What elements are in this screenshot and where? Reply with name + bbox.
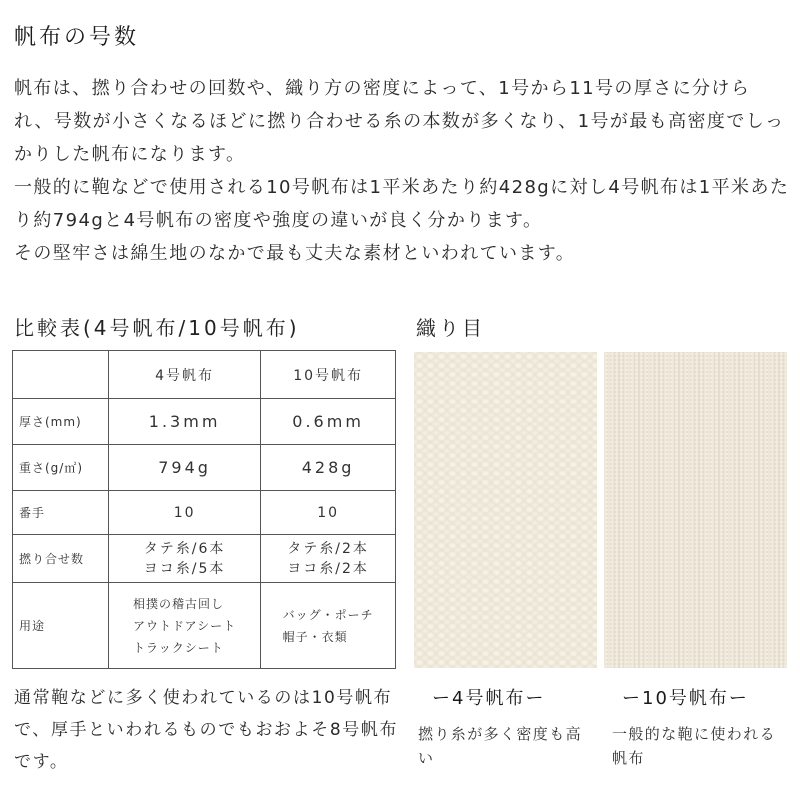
cell-no4: 10 <box>109 491 261 535</box>
fabric-10-description: 一般的な鞄に使われる帆布 <box>612 725 777 767</box>
fabric-4-caption: ー4号帆布ー <box>432 688 546 709</box>
header-no10: 10号帆布 <box>261 351 396 399</box>
cell-no10: 0.6mm <box>261 399 396 445</box>
cell-line: バッグ・ポーチ <box>282 607 374 622</box>
cell-line: ヨコ糸/5本 <box>143 560 226 577</box>
intro-paragraph-1: 帆布は、撚り合わせの回数や、織り方の密度によって、1号から11号の厚さに分けられ、号数が小さくなるほどに撚り合わせる糸の本数が多くなり、1号が最も高密度でしっかりした帆布になります。 <box>14 78 785 165</box>
fabric-10-caption: ー10号帆布ー <box>622 688 749 709</box>
table-row <box>13 535 396 583</box>
table-row <box>13 399 396 445</box>
row-label: 撚り合せ数 <box>13 535 109 583</box>
cell-line: タテ糸/2本 <box>287 540 369 557</box>
cell-no10: 10 <box>261 491 396 535</box>
cell-no4 <box>109 535 261 583</box>
cell-line: ヨコ糸/2本 <box>287 560 369 577</box>
cell-line: タテ糸/6本 <box>143 540 226 557</box>
cell-no4: 1.3mm <box>109 399 261 445</box>
intro-paragraph-3: その堅牢さは綿生地のなかで最も丈夫な素材といわれています。 <box>14 243 576 264</box>
table-row <box>13 445 396 491</box>
cell-line: アウトドアシート <box>133 618 237 633</box>
fabric-10-weave-image <box>604 352 787 668</box>
table-row <box>13 491 396 535</box>
cell-no10 <box>261 583 396 669</box>
table-row <box>13 583 396 669</box>
row-label: 重さ(g/㎡) <box>13 445 109 491</box>
row-label: 番手 <box>13 491 109 535</box>
intro-paragraph-2: 一般的に鞄などで使用される10号帆布は1平米あたり約428gに対し4号帆布は1平米あたり約794gと4号帆布の密度や強度の違いが良く分かります。 <box>14 177 790 231</box>
cell-line: 相撲の稽古回し <box>133 596 225 611</box>
row-label: 用途 <box>13 583 109 669</box>
comparison-title: 比較表(4号帆布/10号帆布) <box>14 316 300 340</box>
cell-line: 帽子・衣類 <box>282 629 348 644</box>
cell-no4: 794g <box>109 445 261 491</box>
cell-no10: 428g <box>261 445 396 491</box>
cell-line: トラックシート <box>133 640 224 655</box>
intro-text <box>14 72 790 270</box>
row-label: 厚さ(mm) <box>13 399 109 445</box>
cell-no4 <box>109 583 261 669</box>
fabric-4-weave-image <box>414 352 597 668</box>
page-title: 帆布の号数 <box>14 25 140 50</box>
bottom-note: 通常鞄などに多く使われているのは10号帆布で、厚手といわれるものでもおおよそ8号帆布です。 <box>14 688 399 772</box>
fabric-4-description: 撚り糸が多く密度も高い <box>418 725 583 767</box>
comparison-table <box>12 350 396 669</box>
cell-no10 <box>261 535 396 583</box>
header-no4: 4号帆布 <box>109 351 261 399</box>
table-header-row <box>13 351 396 399</box>
weave-title: 織り目 <box>416 316 485 340</box>
header-empty-cell <box>13 351 109 399</box>
